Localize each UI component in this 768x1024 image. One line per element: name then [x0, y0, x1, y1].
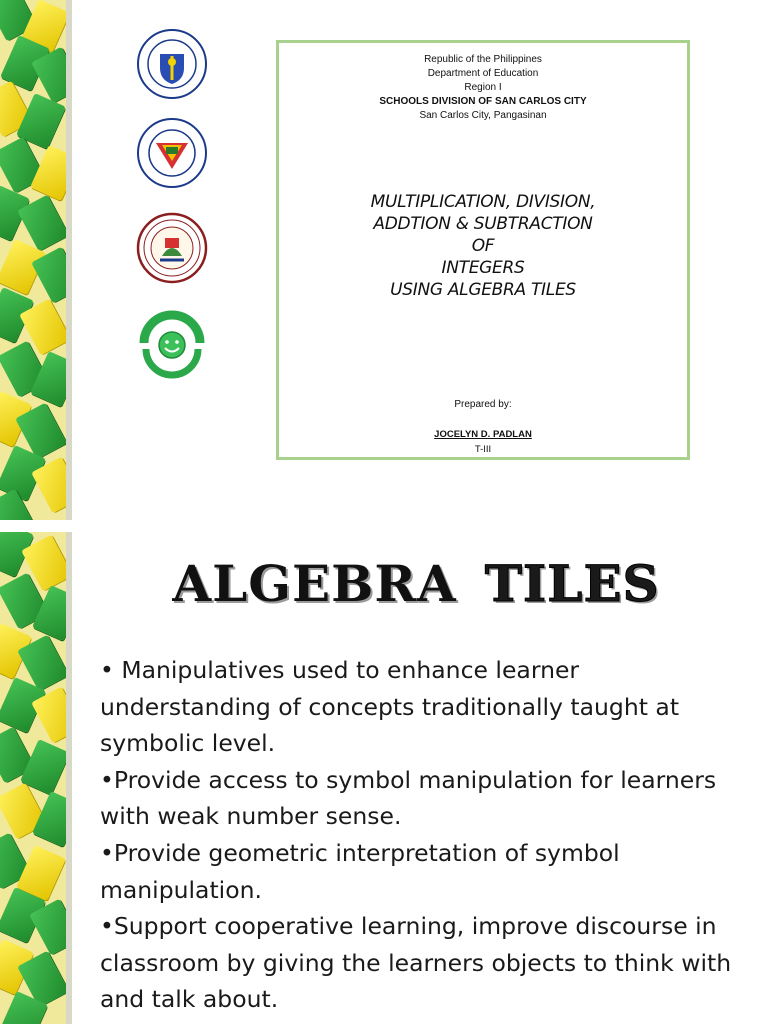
lesson-title-line: MULTIPLICATION, DIVISION, [370, 192, 596, 212]
bullet-list [100, 652, 750, 1018]
bullet-item: •Support cooperative learning, improve discourse in classroom by giving the learners objects to think with and talk about. [100, 912, 732, 1014]
lesson-title-line: INTEGERS [441, 258, 525, 278]
deped-seal-icon [136, 28, 208, 100]
strip-edge [66, 0, 72, 520]
cover-title-box [276, 40, 690, 460]
decorative-tile-strip-top [0, 0, 70, 520]
bullet-item: •Provide geometric interpretation of symbol manipulation. [100, 838, 620, 904]
agency-line: Department of Education [427, 68, 539, 79]
lesson-title [279, 191, 687, 301]
author-rank: T-III [474, 444, 492, 455]
agency-line: Region I [464, 82, 502, 93]
lesson-title-line: ADDTION & SUBTRACTION [373, 214, 593, 234]
agency-line: San Carlos City, Pangasinan [419, 110, 547, 121]
agency-header [279, 53, 687, 123]
strip-edge [66, 532, 72, 1024]
decorative-tile-strip-bottom [0, 532, 70, 1024]
agency-line: Republic of the Philippines [424, 54, 542, 65]
bullet-item: •Provide access to symbol manipulation for learners with weak number sense. [100, 765, 717, 831]
heading-word: ALGEBRA [172, 554, 457, 613]
division-seal-icon [136, 117, 208, 189]
happy-to-serve-icon [136, 307, 208, 379]
school-seal-icon [136, 212, 208, 284]
slide-heading [96, 554, 736, 613]
heading-word: TILES [484, 554, 660, 613]
lesson-title-line: USING ALGEBRA TILES [390, 280, 576, 300]
author-name: JOCELYN D. PADLAN [434, 429, 532, 440]
lesson-title-line: OF [471, 236, 495, 256]
bullet-item: • Manipulatives used to enhance learner understanding of concepts traditionally taught at symbolic level. [100, 656, 680, 758]
agency-line: SCHOOLS DIVISION OF SAN CARLOS CITY [379, 96, 587, 107]
prepared-by-label: Prepared by: [454, 399, 512, 410]
